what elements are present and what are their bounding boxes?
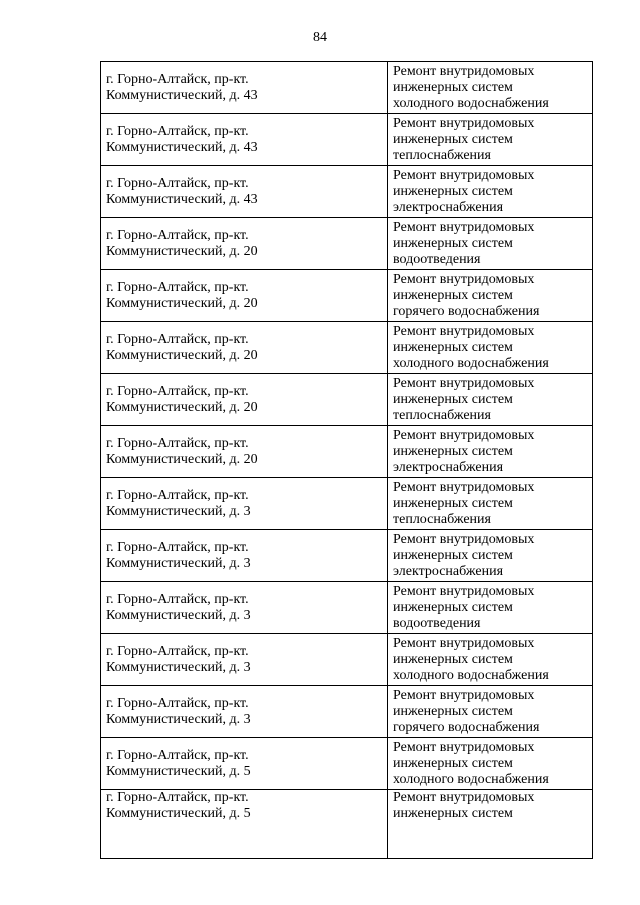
work-line: электроснабжения [393, 563, 504, 579]
address-line: г. Горно-Алтайск, пр-кт. [106, 539, 249, 555]
address-line: г. Горно-Алтайск, пр-кт. [106, 790, 249, 805]
page-number: 84 [313, 30, 327, 45]
table-row [101, 322, 593, 374]
table-row [101, 166, 593, 218]
address-cell [101, 738, 388, 790]
table-row [101, 634, 593, 686]
work-line: инженерных систем [393, 651, 513, 667]
address-line: г. Горно-Алтайск, пр-кт. [106, 123, 249, 139]
work-line: инженерных систем [393, 79, 513, 95]
address-line: г. Горно-Алтайск, пр-кт. [106, 71, 249, 87]
work-line: электроснабжения [393, 459, 504, 475]
work-line: инженерных систем [393, 235, 513, 251]
address-line: г. Горно-Алтайск, пр-кт. [106, 695, 249, 711]
work-line: электроснабжения [393, 199, 504, 215]
table-row [101, 426, 593, 478]
table-row [101, 790, 593, 859]
table-row [101, 114, 593, 166]
table-row [101, 218, 593, 270]
work-cell [388, 62, 593, 114]
address-line: г. Горно-Алтайск, пр-кт. [106, 279, 249, 295]
address-line: Коммунистический, д. 20 [106, 347, 258, 363]
table-row [101, 582, 593, 634]
work-line: инженерных систем [393, 443, 513, 459]
address-cell [101, 686, 388, 738]
work-cell [388, 634, 593, 686]
work-line: инженерных систем [393, 339, 513, 355]
address-cell [101, 218, 388, 270]
address-cell [101, 426, 388, 478]
work-line: теплоснабжения [393, 511, 491, 527]
table-row [101, 738, 593, 790]
address-cell [101, 374, 388, 426]
address-cell [101, 114, 388, 166]
address-line: Коммунистический, д. 3 [106, 503, 251, 519]
work-line: Ремонт внутридомовых [393, 479, 535, 495]
work-cell [388, 374, 593, 426]
address-line: Коммунистический, д. 5 [106, 763, 251, 779]
work-cell [388, 218, 593, 270]
address-line: г. Горно-Алтайск, пр-кт. [106, 175, 249, 191]
address-line: Коммунистический, д. 20 [106, 243, 258, 259]
work-line: Ремонт внутридомовых [393, 115, 535, 131]
work-line: Ремонт внутридомовых [393, 219, 535, 235]
work-line: Ремонт внутридомовых [393, 583, 535, 599]
work-line: Ремонт внутридомовых [393, 635, 535, 651]
work-line: горячего водоснабжения [393, 719, 540, 735]
address-line: Коммунистический, д. 3 [106, 607, 251, 623]
address-line: Коммунистический, д. 20 [106, 295, 258, 311]
table-row [101, 374, 593, 426]
address-line: Коммунистический, д. 3 [106, 555, 251, 571]
work-line: инженерных систем [393, 703, 513, 719]
work-cell [388, 582, 593, 634]
work-line: холодного водоснабжения [393, 95, 549, 111]
work-line: инженерных систем [393, 547, 513, 563]
address-line: г. Горно-Алтайск, пр-кт. [106, 747, 249, 763]
address-cell [101, 478, 388, 530]
address-cell [101, 530, 388, 582]
address-cell [101, 62, 388, 114]
work-cell [388, 738, 593, 790]
address-line: Коммунистический, д. 20 [106, 399, 258, 415]
address-line: г. Горно-Алтайск, пр-кт. [106, 487, 249, 503]
work-cell [388, 530, 593, 582]
work-line: холодного водоснабжения [393, 667, 549, 683]
work-cell [388, 790, 593, 859]
work-line: Ремонт внутридомовых [393, 63, 535, 79]
table-row [101, 478, 593, 530]
work-line: Ремонт внутридомовых [393, 687, 535, 703]
work-cell [388, 478, 593, 530]
address-cell [101, 634, 388, 686]
address-line: г. Горно-Алтайск, пр-кт. [106, 227, 249, 243]
work-line: Ремонт внутридомовых [393, 167, 535, 183]
address-line: Коммунистический, д. 43 [106, 87, 258, 103]
work-line: инженерных систем [393, 287, 513, 303]
work-line: инженерных систем [393, 495, 513, 511]
work-line: водоотведения [393, 615, 481, 631]
work-line: Ремонт внутридомовых [393, 323, 535, 339]
work-line: водоотведения [393, 251, 481, 267]
table-row [101, 62, 593, 114]
work-line: инженерных систем [393, 806, 513, 821]
work-line: инженерных систем [393, 391, 513, 407]
work-line: инженерных систем [393, 755, 513, 771]
work-line: Ремонт внутридомовых [393, 739, 535, 755]
address-line: Коммунистический, д. 43 [106, 191, 258, 207]
work-cell [388, 114, 593, 166]
address-cell [101, 166, 388, 218]
work-cell [388, 270, 593, 322]
work-line: Ремонт внутридомовых [393, 531, 535, 547]
work-line: холодного водоснабжения [393, 355, 549, 371]
work-line: инженерных систем [393, 131, 513, 147]
table-row [101, 686, 593, 738]
work-cell [388, 322, 593, 374]
address-line: г. Горно-Алтайск, пр-кт. [106, 331, 249, 347]
work-cell [388, 426, 593, 478]
address-cell [101, 322, 388, 374]
table-row [101, 530, 593, 582]
work-line: теплоснабжения [393, 407, 491, 423]
work-line: Ремонт внутридомовых [393, 271, 535, 287]
address-line: Коммунистический, д. 43 [106, 139, 258, 155]
address-line: Коммунистический, д. 3 [106, 711, 251, 727]
work-line: инженерных систем [393, 599, 513, 615]
work-line: холодного водоснабжения [393, 771, 549, 787]
address-line: г. Горно-Алтайск, пр-кт. [106, 591, 249, 607]
work-line: Ремонт внутридомовых [393, 790, 535, 805]
work-cell [388, 166, 593, 218]
address-line: Коммунистический, д. 3 [106, 659, 251, 675]
work-line: Ремонт внутридомовых [393, 375, 535, 391]
address-line: г. Горно-Алтайск, пр-кт. [106, 435, 249, 451]
address-line: Коммунистический, д. 5 [106, 806, 251, 821]
work-line: инженерных систем [393, 183, 513, 199]
address-cell [101, 582, 388, 634]
address-line: г. Горно-Алтайск, пр-кт. [106, 643, 249, 659]
address-line: г. Горно-Алтайск, пр-кт. [106, 383, 249, 399]
work-line: горячего водоснабжения [393, 303, 540, 319]
work-cell [388, 686, 593, 738]
address-line: Коммунистический, д. 20 [106, 451, 258, 467]
works-table [100, 61, 593, 859]
address-cell [101, 790, 388, 859]
work-line: Ремонт внутридомовых [393, 427, 535, 443]
work-line: теплоснабжения [393, 147, 491, 163]
address-cell [101, 270, 388, 322]
table-row [101, 270, 593, 322]
